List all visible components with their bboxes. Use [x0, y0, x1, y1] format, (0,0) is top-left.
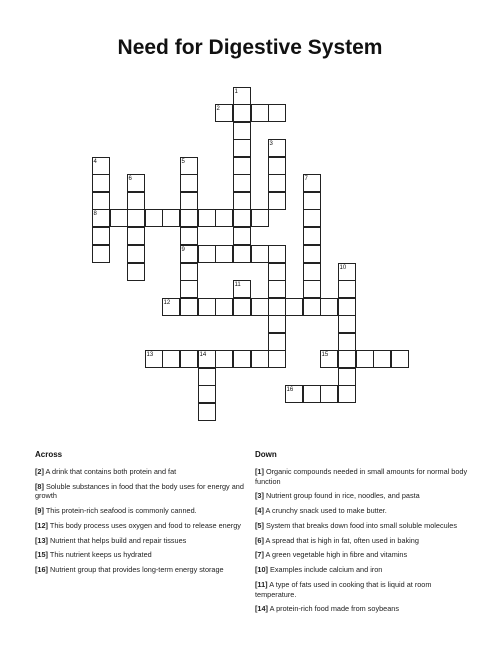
crossword-cell[interactable]: [233, 227, 251, 245]
clue-number: 13: [146, 351, 154, 358]
clue-number: 6: [128, 175, 132, 182]
crossword-cell[interactable]: [127, 245, 145, 263]
clue-number: 9: [181, 246, 185, 253]
crossword-cell[interactable]: [233, 298, 251, 316]
crossword-cell[interactable]: [285, 298, 303, 316]
crossword-cell[interactable]: [268, 192, 286, 210]
clue-text: A crunchy snack used to make butter.: [263, 506, 387, 516]
clue-num: [10]: [255, 565, 268, 575]
crossword-cell[interactable]: [198, 245, 216, 263]
crossword-cell[interactable]: [180, 174, 198, 192]
down-clue: [255, 565, 470, 575]
clue-number: 12: [163, 299, 171, 306]
crossword-cell[interactable]: [92, 227, 110, 245]
clue-text: Nutrient that helps build and repair tissues: [47, 535, 187, 545]
crossword-cell[interactable]: [303, 209, 321, 227]
down-clue: [255, 604, 470, 614]
crossword-cell[interactable]: [303, 192, 321, 210]
clue-num: [8]: [35, 481, 44, 491]
crossword-cell[interactable]: [180, 298, 198, 316]
clue-number: 11: [234, 281, 241, 288]
crossword-cell[interactable]: [198, 368, 216, 386]
clue-num: [5]: [255, 520, 264, 530]
clue-number: 5: [181, 158, 185, 165]
page-title: Need for Digestive System: [117, 36, 383, 59]
crossword-cell[interactable]: [233, 245, 251, 263]
crossword-cell[interactable]: [215, 350, 233, 368]
clue-text: Soluble substances in food that the body uses for energy and growth: [35, 481, 244, 501]
crossword-cell[interactable]: [233, 174, 251, 192]
crossword-cell[interactable]: [198, 209, 216, 227]
clue-num: [1]: [255, 467, 264, 476]
down-clue-list: [255, 467, 470, 619]
crossword-cell[interactable]: [233, 350, 251, 368]
crossword-cell[interactable]: [338, 315, 356, 333]
down-clue: [255, 550, 470, 560]
crossword-cell[interactable]: [127, 263, 145, 281]
crossword-cell[interactable]: [180, 227, 198, 245]
crossword-cell[interactable]: [215, 245, 233, 263]
clue-num: [9]: [35, 506, 44, 516]
clue-text: This body process uses oxygen and food to release energy: [47, 520, 241, 530]
down-clue: [255, 580, 470, 599]
crossword-cell[interactable]: [110, 209, 128, 227]
clue-text: System that breaks down food into small soluble molecules: [263, 520, 457, 530]
clue-text: Examples include calcium and iron: [267, 565, 383, 575]
crossword-cell[interactable]: [233, 104, 251, 122]
crossword-cell[interactable]: [251, 350, 269, 368]
crossword-cell[interactable]: [180, 280, 198, 298]
down-heading: Down: [255, 450, 277, 459]
crossword-cell[interactable]: [251, 104, 269, 122]
crossword-cell[interactable]: [198, 385, 216, 403]
crossword-cell[interactable]: [338, 280, 356, 298]
crossword-cell[interactable]: [215, 298, 233, 316]
clue-number: 16: [286, 386, 294, 393]
crossword-cell[interactable]: [338, 385, 356, 403]
clue-num: [7]: [255, 550, 264, 560]
crossword-cell[interactable]: [162, 209, 180, 227]
crossword-cell[interactable]: [338, 298, 356, 316]
clue-number: 15: [321, 351, 329, 358]
clue-num: [6]: [255, 535, 264, 545]
crossword-cell[interactable]: [251, 298, 269, 316]
crossword-cell[interactable]: [233, 209, 251, 227]
crossword-cell[interactable]: [303, 245, 321, 263]
crossword-cell[interactable]: [391, 350, 409, 368]
crossword-cell[interactable]: [373, 350, 391, 368]
crossword-cell[interactable]: [268, 174, 286, 192]
across-clue: [35, 521, 250, 531]
across-clue: [35, 565, 250, 575]
crossword-cell[interactable]: [145, 209, 163, 227]
down-clue: [255, 506, 470, 516]
crossword-cell[interactable]: [92, 245, 110, 263]
crossword-cell[interactable]: [268, 245, 286, 263]
clue-number: 10: [339, 264, 347, 271]
crossword-cell[interactable]: [303, 385, 321, 403]
crossword-cell[interactable]: [303, 280, 321, 298]
crossword-cell[interactable]: [92, 174, 110, 192]
crossword-cell[interactable]: [92, 192, 110, 210]
crossword-cell[interactable]: [338, 350, 356, 368]
crossword-cell[interactable]: [180, 263, 198, 281]
crossword-cell[interactable]: [338, 333, 356, 351]
clue-number: 1: [234, 88, 238, 95]
crossword-cell[interactable]: [303, 263, 321, 281]
clue-text: Nutrient group that provides long-term energy storage: [47, 565, 224, 575]
crossword-cell[interactable]: [233, 192, 251, 210]
clue-text: A green vegetable high in fibre and vitamins: [263, 550, 408, 560]
crossword-cell[interactable]: [233, 139, 251, 157]
clue-text: A drink that contains both protein and fat: [43, 467, 177, 476]
clue-num: [12]: [35, 520, 48, 530]
crossword-cell[interactable]: [338, 368, 356, 386]
across-clue: [35, 550, 250, 560]
crossword-cell[interactable]: [215, 209, 233, 227]
down-clue: [255, 521, 470, 531]
down-clue: [255, 491, 470, 501]
clue-number: 8: [93, 210, 97, 217]
crossword-cell[interactable]: [233, 122, 251, 140]
down-clue: [255, 536, 470, 546]
clue-number: 2: [216, 105, 220, 112]
crossword-cell[interactable]: [198, 403, 216, 421]
crossword-cell[interactable]: [180, 350, 198, 368]
clue-number: 7: [304, 175, 308, 182]
crossword-cell[interactable]: [162, 350, 180, 368]
crossword-cell[interactable]: [127, 209, 145, 227]
crossword-cell[interactable]: [268, 333, 286, 351]
clue-num: [15]: [35, 550, 48, 560]
crossword-cell[interactable]: [320, 385, 338, 403]
down-clue: [255, 467, 470, 486]
across-heading: Across: [35, 450, 63, 459]
crossword-cell[interactable]: [320, 298, 338, 316]
crossword-cell[interactable]: [127, 192, 145, 210]
clue-num: [2]: [35, 467, 44, 476]
crossword-cell[interactable]: [180, 192, 198, 210]
crossword-cell[interactable]: [268, 280, 286, 298]
clue-number: 14: [199, 351, 207, 358]
clue-num: [16]: [35, 565, 48, 575]
across-clue: [35, 467, 250, 477]
crossword-cell[interactable]: [233, 157, 251, 175]
across-clue: [35, 536, 250, 546]
crossword-cell[interactable]: [268, 298, 286, 316]
clue-num: [11]: [255, 580, 268, 590]
clue-text: This protein-rich seafood is commonly canned.: [43, 506, 197, 516]
clue-number: 4: [93, 158, 97, 165]
crossword-cell[interactable]: [127, 227, 145, 245]
crossword-cell[interactable]: [198, 298, 216, 316]
clue-number: 3: [269, 140, 273, 147]
crossword-cell[interactable]: [251, 245, 269, 263]
clue-text: This nutrient keeps us hydrated: [47, 550, 152, 560]
crossword-cell[interactable]: [303, 227, 321, 245]
clue-num: [13]: [35, 535, 48, 545]
across-clue: [35, 506, 250, 516]
clue-num: [4]: [255, 506, 264, 516]
crossword-cell[interactable]: [268, 104, 286, 122]
crossword-cell[interactable]: [251, 209, 269, 227]
crossword-cell[interactable]: [268, 157, 286, 175]
clue-text: Organic compounds needed in small amounts for normal body function: [255, 467, 468, 486]
crossword-cell[interactable]: [268, 350, 286, 368]
crossword-cell[interactable]: [356, 350, 374, 368]
clue-text: Nutrient group found in rice, noodles, and pasta: [263, 491, 420, 501]
crossword-cell[interactable]: [303, 298, 321, 316]
clue-text: A protein-rich food made from soybeans: [267, 604, 399, 614]
across-clue-list: [35, 467, 250, 580]
crossword-cell[interactable]: [268, 263, 286, 281]
clue-text: A spread that is high in fat, often used in baking: [263, 535, 419, 545]
crossword-cell[interactable]: [180, 209, 198, 227]
clue-num: [3]: [255, 491, 264, 501]
clue-num: [14]: [255, 604, 268, 614]
across-clue: [35, 482, 250, 501]
crossword-cell[interactable]: [268, 315, 286, 333]
clue-text: A type of fats used in cooking that is liquid at room temperature.: [255, 580, 432, 599]
